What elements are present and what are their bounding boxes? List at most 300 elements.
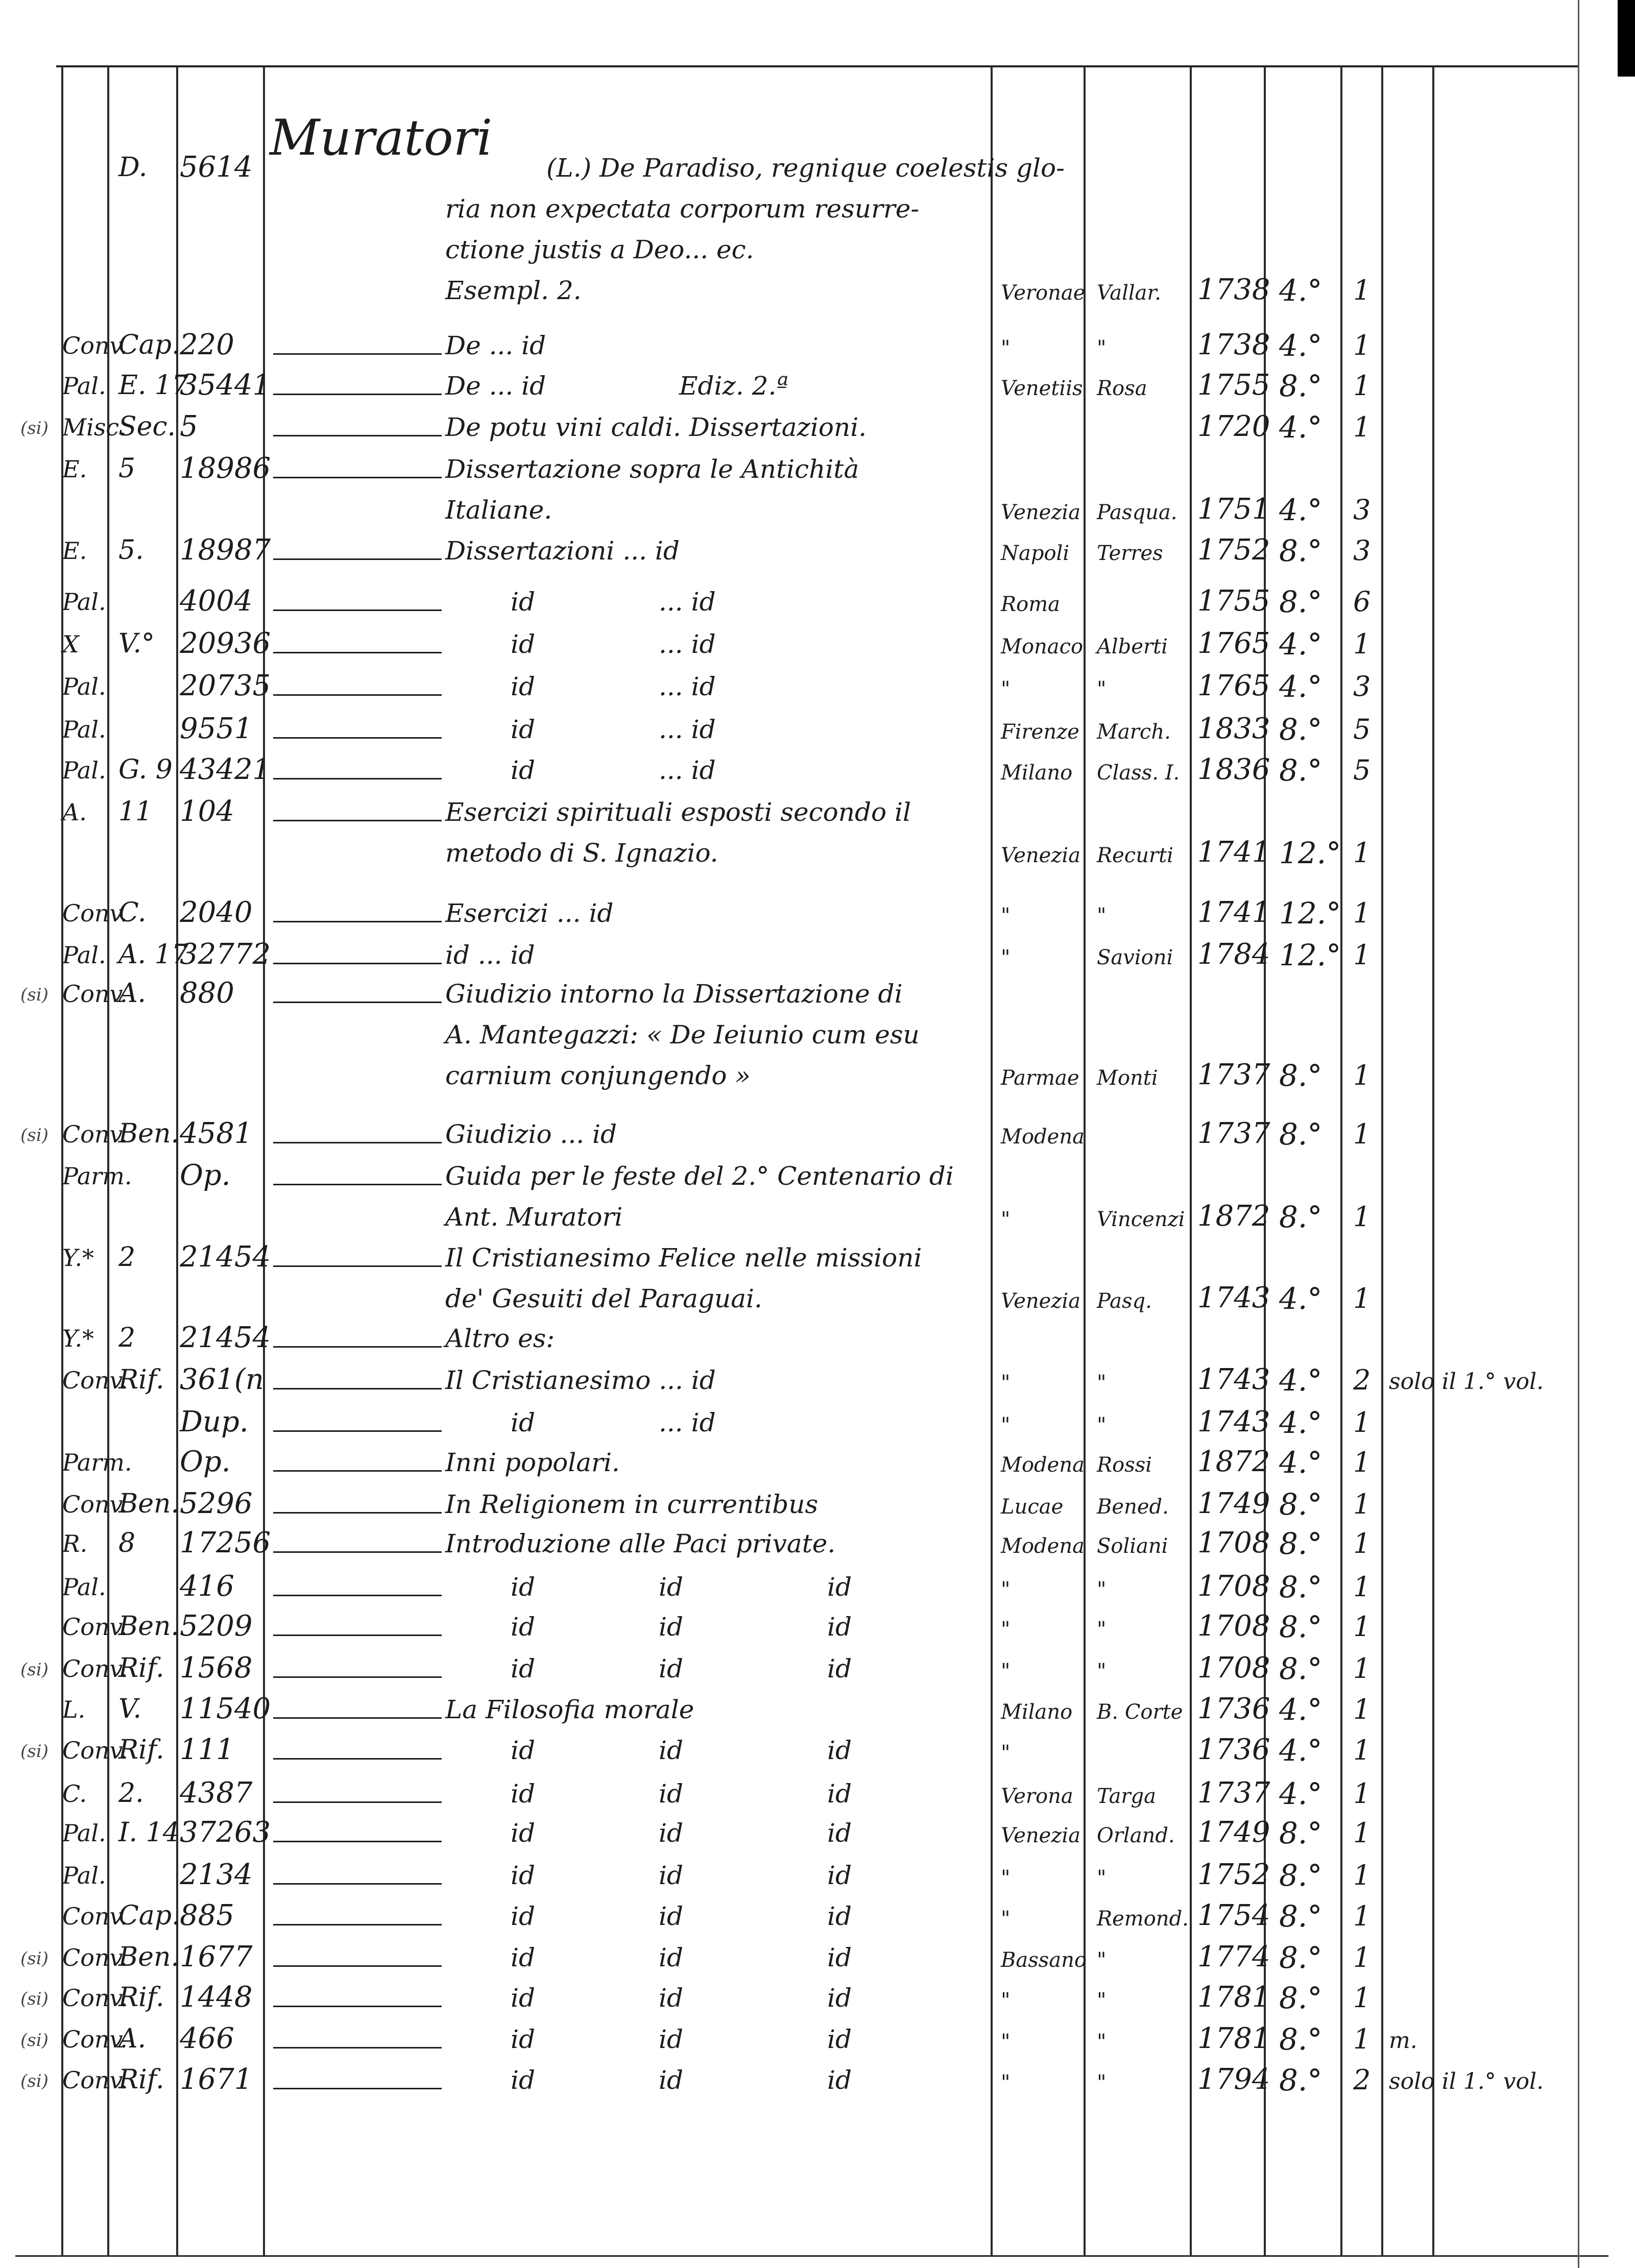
author-repeat-dash	[273, 1346, 442, 1348]
row-inventory-number: Op.	[180, 1159, 231, 1192]
row-location: Pal.	[62, 673, 106, 700]
row-publisher: "	[1097, 1866, 1107, 1890]
row-ditto-mark: id	[659, 1943, 683, 1972]
row-volumes: 1	[1353, 1527, 1371, 1559]
row-ditto-mark: id	[511, 1983, 535, 2013]
row-place: Napoli	[1001, 542, 1070, 565]
row-shelf-mark: Cap.	[118, 1900, 180, 1931]
author-repeat-dash	[273, 1717, 442, 1719]
row-place: Lucae	[1001, 1495, 1064, 1519]
row-inventory-number: 21454	[180, 1321, 271, 1354]
row-inventory-number: 35441	[180, 369, 271, 402]
row-shelf-mark: 5	[118, 453, 136, 484]
row-format: 8.°	[1279, 1899, 1323, 1934]
row-format: 8.°	[1279, 2063, 1323, 2098]
row-volumes: 2	[1353, 2064, 1371, 2096]
row-year: 1708	[1197, 1526, 1270, 1559]
row-year: 1708	[1197, 1570, 1270, 1603]
row-year: 1741	[1197, 836, 1270, 869]
row-publisher: Soliani	[1097, 1534, 1168, 1558]
row-place: Bassano	[1001, 1948, 1087, 1972]
row-ditto-mark: id	[827, 1654, 852, 1684]
row-volumes: 1	[1353, 1406, 1371, 1438]
row-publisher: "	[1097, 1618, 1107, 1641]
row-ditto-mark: ... id	[659, 629, 716, 659]
author-repeat-dash	[273, 353, 442, 355]
row-ditto-mark: id	[511, 1572, 535, 1602]
author-repeat-dash	[273, 1388, 442, 1389]
row-location: Pal.	[62, 588, 106, 616]
author-name: Muratori	[270, 109, 493, 166]
row-place: "	[1001, 1413, 1011, 1437]
author-repeat-dash	[273, 1430, 442, 1432]
row-format: 4.°	[1279, 627, 1323, 662]
row-year: 1836	[1197, 753, 1270, 786]
row-location: E.	[62, 537, 87, 565]
row-format: 4.°	[1279, 1733, 1323, 1768]
row-year: 1765	[1197, 627, 1270, 660]
row-location: Pal.	[62, 1862, 106, 1889]
row-year: 1751	[1197, 493, 1270, 526]
row-ditto-mark: id	[511, 1779, 535, 1809]
row-shelf-mark: D.	[118, 152, 148, 183]
row-year: 1749	[1197, 1816, 1270, 1849]
row-prefix: (si)	[20, 985, 49, 1005]
row-title: Dissertazioni ... id	[445, 536, 680, 566]
row-volumes: 1	[1353, 1488, 1371, 1520]
author-repeat-dash	[273, 737, 442, 739]
row-format: 8.°	[1279, 1117, 1323, 1152]
author-repeat-dash	[273, 1265, 442, 1267]
row-inventory-number: 20735	[180, 669, 271, 702]
row-ditto-mark: id	[827, 1983, 852, 2013]
row-shelf-mark: A.	[118, 2023, 147, 2054]
row-location: Conv.	[62, 1120, 128, 1148]
row-shelf-mark: A.	[118, 978, 147, 1009]
row-place: "	[1001, 1371, 1011, 1395]
row-year: 1754	[1197, 1899, 1270, 1932]
row-place: Monaco	[1001, 635, 1084, 659]
row-ditto-mark: id	[511, 2025, 535, 2054]
author-repeat-dash	[273, 1142, 442, 1143]
row-title: Introduzione alle Paci private.	[445, 1529, 836, 1558]
row-place: "	[1001, 946, 1011, 969]
row-inventory-number: Dup.	[180, 1405, 249, 1438]
row-inventory-number: 21454	[180, 1240, 271, 1274]
row-volumes: 1	[1353, 370, 1371, 402]
row-format: 4.°	[1279, 1445, 1323, 1480]
row-location: R.	[62, 1530, 88, 1557]
row-volumes: 1	[1353, 628, 1371, 660]
row-prefix: (si)	[20, 2030, 49, 2051]
row-volumes: 1	[1353, 2023, 1371, 2055]
row-format: 12.°	[1279, 836, 1341, 870]
row-place: Roma	[1001, 593, 1060, 616]
right-edge-band	[1618, 0, 1635, 77]
row-inventory-number: 11540	[180, 1692, 271, 1725]
row-publisher: "	[1097, 1371, 1107, 1395]
row-title-continuation: Esempl. 2.	[445, 276, 582, 305]
row-format: 4.°	[1279, 669, 1323, 704]
row-inventory-number: 9551	[180, 712, 253, 745]
row-place: "	[1001, 336, 1011, 360]
row-year: 1708	[1197, 1609, 1270, 1643]
row-year: 1872	[1197, 1445, 1270, 1478]
row-ditto-mark: id	[659, 1572, 683, 1602]
row-ditto-mark: id	[659, 1861, 683, 1890]
row-location: Pal.	[62, 1819, 106, 1847]
row-volumes: 1	[1353, 411, 1371, 443]
row-volumes: 1	[1353, 1941, 1371, 1973]
row-location: Pal.	[62, 716, 106, 743]
row-publisher: "	[1097, 1660, 1107, 1683]
row-volumes: 1	[1353, 1982, 1371, 2014]
row-shelf-mark: 2	[118, 1323, 136, 1353]
author-repeat-dash	[273, 1512, 442, 1514]
row-inventory-number: Op.	[180, 1445, 231, 1478]
row-location: Conv.	[62, 899, 128, 927]
row-publisher: "	[1097, 336, 1107, 360]
row-shelf-mark: V.°	[118, 628, 155, 659]
row-inventory-number: 416	[180, 1570, 234, 1603]
row-volumes: 2	[1353, 1364, 1371, 1396]
author-repeat-dash	[273, 1184, 442, 1185]
row-volumes: 5	[1353, 713, 1371, 745]
row-publisher: "	[1097, 904, 1107, 928]
row-publisher: B. Corte	[1097, 1700, 1183, 1724]
row-place: "	[1001, 1618, 1011, 1641]
row-place: Venezia	[1001, 844, 1081, 867]
row-format: 8.°	[1279, 1609, 1323, 1644]
page-bottom-rule	[15, 2255, 1608, 2257]
author-repeat-dash	[273, 1470, 442, 1472]
row-inventory-number: 111	[180, 1733, 234, 1766]
row-location: X	[62, 630, 79, 658]
author-repeat-dash	[273, 1758, 442, 1760]
row-publisher: Class. I.	[1097, 761, 1180, 785]
row-shelf-mark: Rif.	[118, 1653, 164, 1684]
row-title-continuation: Ant. Muratori	[445, 1202, 623, 1232]
row-ditto-mark: ... id	[659, 715, 716, 744]
row-inventory-number: 1677	[180, 1940, 253, 1973]
row-inventory-number: 4004	[180, 584, 253, 618]
row-ditto-mark: id	[827, 1901, 852, 1931]
row-inventory-number: 1448	[180, 1981, 253, 2014]
author-repeat-dash	[273, 2088, 442, 2089]
row-year: 1737	[1197, 1058, 1270, 1091]
row-publisher: Bened.	[1097, 1495, 1169, 1519]
row-title-continuation: carnium conjungendo »	[445, 1061, 751, 1090]
row-ditto-mark: ... id	[659, 1408, 716, 1437]
row-ditto-mark: id	[659, 1818, 683, 1848]
row-shelf-mark: V.	[118, 1694, 141, 1724]
row-year: 1741	[1197, 896, 1270, 929]
row-format: 8.°	[1279, 584, 1323, 619]
row-inventory-number: 5	[180, 410, 198, 443]
row-inventory-number: 4581	[180, 1117, 253, 1150]
row-format: 8.°	[1279, 1981, 1323, 2015]
row-volumes: 1	[1353, 274, 1371, 306]
row-shelf-mark: Cap.	[118, 330, 180, 360]
row-inventory-number: 4387	[180, 1776, 253, 1810]
row-ditto-mark: id	[827, 1572, 852, 1602]
author-repeat-dash	[273, 778, 442, 779]
row-location: Conv.	[62, 1737, 128, 1764]
row-volumes: 1	[1353, 1201, 1371, 1233]
row-place: Parmae	[1001, 1066, 1079, 1090]
row-place: Veronae	[1001, 281, 1086, 305]
row-place: "	[1001, 2030, 1011, 2054]
row-location: Conv.	[62, 1984, 128, 2012]
row-place: Venezia	[1001, 1289, 1081, 1313]
row-volumes: 1	[1353, 1734, 1371, 1766]
row-inventory-number: 2134	[180, 1858, 253, 1891]
row-shelf-mark: C.	[118, 897, 147, 928]
row-title: Esercizi ... id	[445, 898, 614, 928]
row-prefix: (si)	[20, 1125, 49, 1145]
row-title-continuation: ria non expectata corporum resurre-	[445, 194, 920, 224]
row-format: 8.°	[1279, 369, 1323, 403]
row-shelf-mark: Rif.	[118, 1982, 164, 2013]
row-format: 4.°	[1279, 1776, 1323, 1811]
row-ditto-mark: id	[659, 1612, 683, 1642]
row-title: De ... id	[445, 371, 546, 401]
row-inventory-number: 43421	[180, 753, 271, 786]
row-shelf-mark: Rif.	[118, 1364, 164, 1395]
row-ditto-mark: id	[511, 1943, 535, 1972]
author-repeat-dash	[273, 1965, 442, 1967]
row-place: "	[1001, 1741, 1011, 1765]
row-ditto-mark: id	[511, 1654, 535, 1684]
row-location: L.	[62, 1696, 86, 1723]
row-ditto-mark: id	[827, 1818, 852, 1848]
row-shelf-mark: 11	[118, 796, 153, 827]
row-prefix: (si)	[20, 1741, 49, 1762]
row-location: Pal.	[62, 1573, 106, 1601]
author-repeat-dash	[273, 652, 442, 653]
row-publisher: "	[1097, 2030, 1107, 2054]
row-ditto-mark: id	[659, 1654, 683, 1684]
row-publisher: Remond.	[1097, 1907, 1189, 1931]
row-volumes: 3	[1353, 670, 1371, 702]
author-repeat-dash	[273, 694, 442, 696]
row-publisher: Orland.	[1097, 1824, 1175, 1847]
row-location: Conv.	[62, 2026, 128, 2053]
row-note: m.	[1389, 2028, 1417, 2054]
row-format: 4.°	[1279, 1692, 1323, 1727]
row-inventory-number: 20936	[180, 627, 271, 660]
row-shelf-mark: I. 14	[118, 1817, 180, 1848]
row-shelf-mark: G. 9	[118, 754, 173, 785]
row-year: 1765	[1197, 669, 1270, 702]
row-volumes: 1	[1353, 1777, 1371, 1810]
row-location: Conv.	[62, 332, 128, 359]
row-year: 1752	[1197, 533, 1270, 567]
row-location: C.	[62, 1780, 87, 1808]
row-publisher: "	[1097, 1413, 1107, 1437]
row-format: 8.°	[1279, 1200, 1323, 1234]
row-inventory-number: 18987	[180, 533, 271, 567]
author-repeat-dash	[273, 1883, 442, 1885]
row-year: 1738	[1197, 328, 1270, 361]
row-prefix: (si)	[20, 1989, 49, 2009]
author-repeat-dash	[273, 1002, 442, 1003]
row-format: 8.°	[1279, 2022, 1323, 2057]
row-ditto-mark: id	[827, 1861, 852, 1890]
row-volumes: 1	[1353, 329, 1371, 361]
row-ditto-mark: ... id	[659, 587, 716, 617]
row-title: De potu vini caldi. Dissertazioni.	[445, 412, 867, 442]
column-rule	[1340, 66, 1342, 2256]
row-year: 1737	[1197, 1117, 1270, 1150]
column-rule	[1381, 66, 1383, 2256]
row-place: Milano	[1001, 761, 1073, 785]
row-ditto-mark: id	[827, 2065, 852, 2095]
row-year: 1743	[1197, 1405, 1270, 1438]
row-title: Giudizio intorno la Dissertazione di	[445, 979, 903, 1009]
row-shelf-mark: Ben.	[118, 1489, 180, 1519]
author-repeat-dash	[273, 558, 442, 560]
row-year: 1738	[1197, 273, 1270, 306]
row-volumes: 1	[1353, 1900, 1371, 1932]
row-format: 4.°	[1279, 328, 1323, 363]
row-place: "	[1001, 1578, 1011, 1601]
row-prefix: (si)	[20, 2071, 49, 2091]
row-inventory-number: 32772	[180, 938, 271, 971]
row-shelf-mark: Rif.	[118, 1735, 164, 1765]
row-location: Conv.	[62, 1655, 128, 1682]
row-publisher: "	[1097, 1578, 1107, 1601]
row-publisher: "	[1097, 1948, 1107, 1972]
right-edge-rule	[1578, 0, 1579, 2268]
row-format: 8.°	[1279, 1058, 1323, 1093]
row-publisher: "	[1097, 677, 1107, 701]
column-rule	[1190, 66, 1192, 2256]
row-year: 1755	[1197, 369, 1270, 402]
row-place: Verona	[1001, 1785, 1073, 1808]
row-title-continuation: metodo di S. Ignazio.	[445, 838, 718, 868]
row-volumes: 5	[1353, 754, 1371, 786]
row-shelf-mark: A. 17	[118, 939, 188, 970]
row-inventory-number: 466	[180, 2022, 234, 2055]
row-year: 1752	[1197, 1858, 1270, 1891]
row-ditto-mark: id	[659, 1901, 683, 1931]
author-repeat-dash	[273, 1595, 442, 1596]
row-location: Conv.	[62, 2066, 128, 2094]
row-location: E.	[62, 455, 87, 483]
row-ditto-mark: id	[511, 672, 535, 701]
row-title: (L.) De Paradiso, regnique coelestis glo-	[546, 153, 1065, 183]
row-title: Inni popolari.	[445, 1448, 620, 1477]
row-ditto-mark: id	[511, 1736, 535, 1765]
row-prefix: (si)	[20, 1948, 49, 1969]
page-top-rule	[56, 65, 1578, 67]
row-place: Venetiis	[1001, 377, 1083, 400]
row-title: La Filosofia morale	[445, 1695, 694, 1724]
row-shelf-mark: 2.	[118, 1778, 144, 1809]
row-shelf-mark: Ben.	[118, 1118, 180, 1149]
row-ditto-mark: id	[511, 755, 535, 785]
row-format: 8.°	[1279, 1651, 1323, 1686]
row-format: 12.°	[1279, 938, 1341, 972]
row-ditto-mark: id	[511, 1408, 535, 1437]
row-format: 4.°	[1279, 493, 1323, 527]
row-volumes: 6	[1353, 586, 1371, 618]
row-inventory-number: 2040	[180, 896, 253, 929]
row-volumes: 1	[1353, 939, 1371, 971]
row-inventory-number: 104	[180, 795, 234, 828]
row-place: "	[1001, 1866, 1011, 1890]
row-location: Parm.	[62, 1162, 132, 1190]
row-shelf-mark: Ben.	[118, 1611, 180, 1642]
row-publisher: Pasqua.	[1097, 501, 1177, 524]
row-year: 1749	[1197, 1487, 1270, 1520]
row-location: Conv.	[62, 1613, 128, 1641]
row-title: Giudizio ... id	[445, 1119, 617, 1149]
row-title-continuation: A. Mantegazzi: « De Ieiunio cum esu	[445, 1020, 920, 1050]
row-ditto-mark: id	[659, 2065, 683, 2095]
row-location: Conv.	[62, 1491, 128, 1518]
row-place: Modena	[1001, 1125, 1085, 1149]
row-year: 1743	[1197, 1363, 1270, 1396]
author-repeat-dash	[273, 609, 442, 611]
row-title-continuation: de' Gesuiti del Paraguai.	[445, 1284, 762, 1313]
row-title: De ... id	[445, 331, 546, 360]
author-repeat-dash	[273, 1924, 442, 1925]
row-location: Conv.	[62, 1903, 128, 1930]
row-ditto-mark: id	[827, 1612, 852, 1642]
author-repeat-dash	[273, 1676, 442, 1678]
row-ditto-mark: id	[511, 715, 535, 744]
row-ditto-mark: id	[511, 1818, 535, 1848]
row-format: 8.°	[1279, 1570, 1323, 1604]
row-publisher: March.	[1097, 720, 1171, 744]
row-format: 12.°	[1279, 896, 1341, 931]
row-ditto-mark: id	[659, 2025, 683, 2054]
row-location: Y.*	[62, 1244, 94, 1272]
row-ditto-mark: id	[827, 1736, 852, 1765]
row-ditto-mark: id	[511, 1612, 535, 1642]
row-note: solo il 1.° vol.	[1389, 2068, 1544, 2094]
row-place: "	[1001, 677, 1011, 701]
row-prefix: (si)	[20, 418, 49, 438]
row-volumes: 1	[1353, 1059, 1371, 1091]
row-title-continuation: ctione justis a Deo... ec.	[445, 235, 754, 264]
row-publisher: Rossi	[1097, 1453, 1152, 1477]
row-place: "	[1001, 2071, 1011, 2094]
row-format: 8.°	[1279, 753, 1323, 788]
row-format: 8.°	[1279, 1487, 1323, 1522]
row-inventory-number: 220	[180, 328, 234, 361]
author-repeat-dash	[273, 477, 442, 478]
row-year: 1774	[1197, 1940, 1270, 1973]
author-repeat-dash	[273, 2006, 442, 2007]
row-publisher: Terres	[1097, 542, 1163, 565]
row-shelf-mark: 8	[118, 1528, 136, 1558]
author-repeat-dash	[273, 820, 442, 821]
row-format: 4.°	[1279, 410, 1323, 445]
row-volumes: 1	[1353, 1859, 1371, 1891]
row-place: Venezia	[1001, 501, 1081, 524]
row-publisher: Vallar.	[1097, 281, 1161, 305]
row-format: 8.°	[1279, 1940, 1323, 1975]
row-publisher: Monti	[1097, 1066, 1158, 1090]
row-format: 8.°	[1279, 1858, 1323, 1893]
row-ditto-mark: id	[659, 1736, 683, 1765]
row-volumes: 1	[1353, 1571, 1371, 1603]
row-ditto-mark: ... id	[659, 755, 716, 785]
row-inventory-number: 361(n	[180, 1363, 264, 1396]
